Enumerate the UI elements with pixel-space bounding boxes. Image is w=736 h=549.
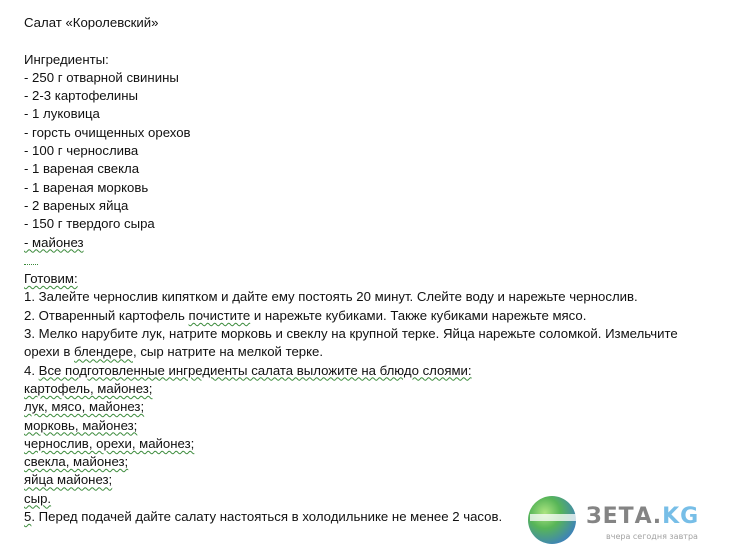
- brand-name: ЗЕТА.: [586, 504, 663, 529]
- step-2-part: и нарежьте кубиками. Также кубиками нарежьте мясо.: [250, 307, 587, 323]
- ingredient-item: - 2 вареных яйца: [24, 197, 129, 213]
- step-2-flagged-word: почистите: [188, 307, 251, 323]
- blank-line: [24, 32, 678, 50]
- empty-line-spellmark: [24, 252, 678, 270]
- spell-squiggle: [24, 260, 38, 265]
- step-4-number: 4.: [24, 362, 39, 378]
- layer-item: [24, 435, 678, 453]
- layer-text: морковь, майонез;: [24, 417, 138, 433]
- ingredient-item: - 100 г чернослива: [24, 143, 139, 159]
- layer-text: свекла, майонез;: [24, 454, 129, 470]
- ingredient-item: [24, 234, 678, 252]
- step-3-cont: [24, 343, 678, 361]
- layer-text: яйца майонез;: [24, 472, 113, 488]
- layer-text: чернослив, орехи, майонез;: [24, 435, 195, 451]
- ingredient-item: - 1 луковица: [24, 106, 100, 122]
- ingredient-item: - 250 г отварной свинины: [24, 69, 179, 85]
- recipe-title: Салат «Королевский»: [24, 15, 159, 30]
- step-2-part: 2. Отваренный картофель: [24, 307, 189, 323]
- layer-text: сыр.: [24, 490, 52, 506]
- step-5-number: 5: [24, 509, 32, 525]
- layer-item: [24, 471, 678, 489]
- ingredient-item: - 1 вареная морковь: [24, 179, 149, 195]
- step-5: [24, 508, 678, 526]
- ingredient-item: - 2-3 картофелины: [24, 88, 139, 104]
- watermark-tagline: вчера сегодня завтра: [606, 532, 698, 541]
- brand-domain: KG: [662, 504, 700, 529]
- layer-item: [24, 453, 678, 471]
- layer-item: [24, 380, 678, 398]
- step-4: [24, 362, 678, 380]
- ingredient-item: - 1 вареная свекла: [24, 161, 140, 177]
- layer-text: лук, мясо, майонез;: [24, 399, 145, 415]
- step-3-part: , сыр натрите на мелкой терке.: [133, 344, 324, 360]
- ingredient-item: - 150 г твердого сыра: [24, 216, 155, 232]
- cook-heading-text: Готовим:: [24, 271, 78, 287]
- recipe-document: [24, 14, 678, 526]
- ingredient-item-text: - майонез: [24, 234, 84, 250]
- step-5-text: . Перед подачей дайте салату настояться в холодильнике не менее 2 часов.: [31, 509, 503, 525]
- ingredient-item: - горсть очищенных орехов: [24, 124, 191, 140]
- cook-heading: [24, 270, 678, 288]
- step-4-text: Все подготовленные ингредиенты салата выложите на блюдо слоями:: [38, 362, 472, 378]
- layer-item: [24, 398, 678, 416]
- step-1: 1. Залейте чернослив кипятком и дайте ему постоять 20 минут. Слейте воду и нарежьте чернослив.: [24, 289, 638, 305]
- step-3-flagged-word: блендере: [74, 344, 133, 360]
- layer-text: картофель, майонез;: [24, 380, 153, 396]
- step-3: 3. Мелко нарубите лук, натрите морковь и свеклу на крупной терке. Яйца нарежьте соломкой. Измельчите: [24, 326, 678, 342]
- step-2: [24, 307, 678, 325]
- step-3-part: орехи в: [24, 344, 75, 360]
- layer-item: [24, 490, 678, 508]
- layer-item: [24, 417, 678, 435]
- ingredients-heading: Ингредиенты:: [24, 51, 109, 67]
